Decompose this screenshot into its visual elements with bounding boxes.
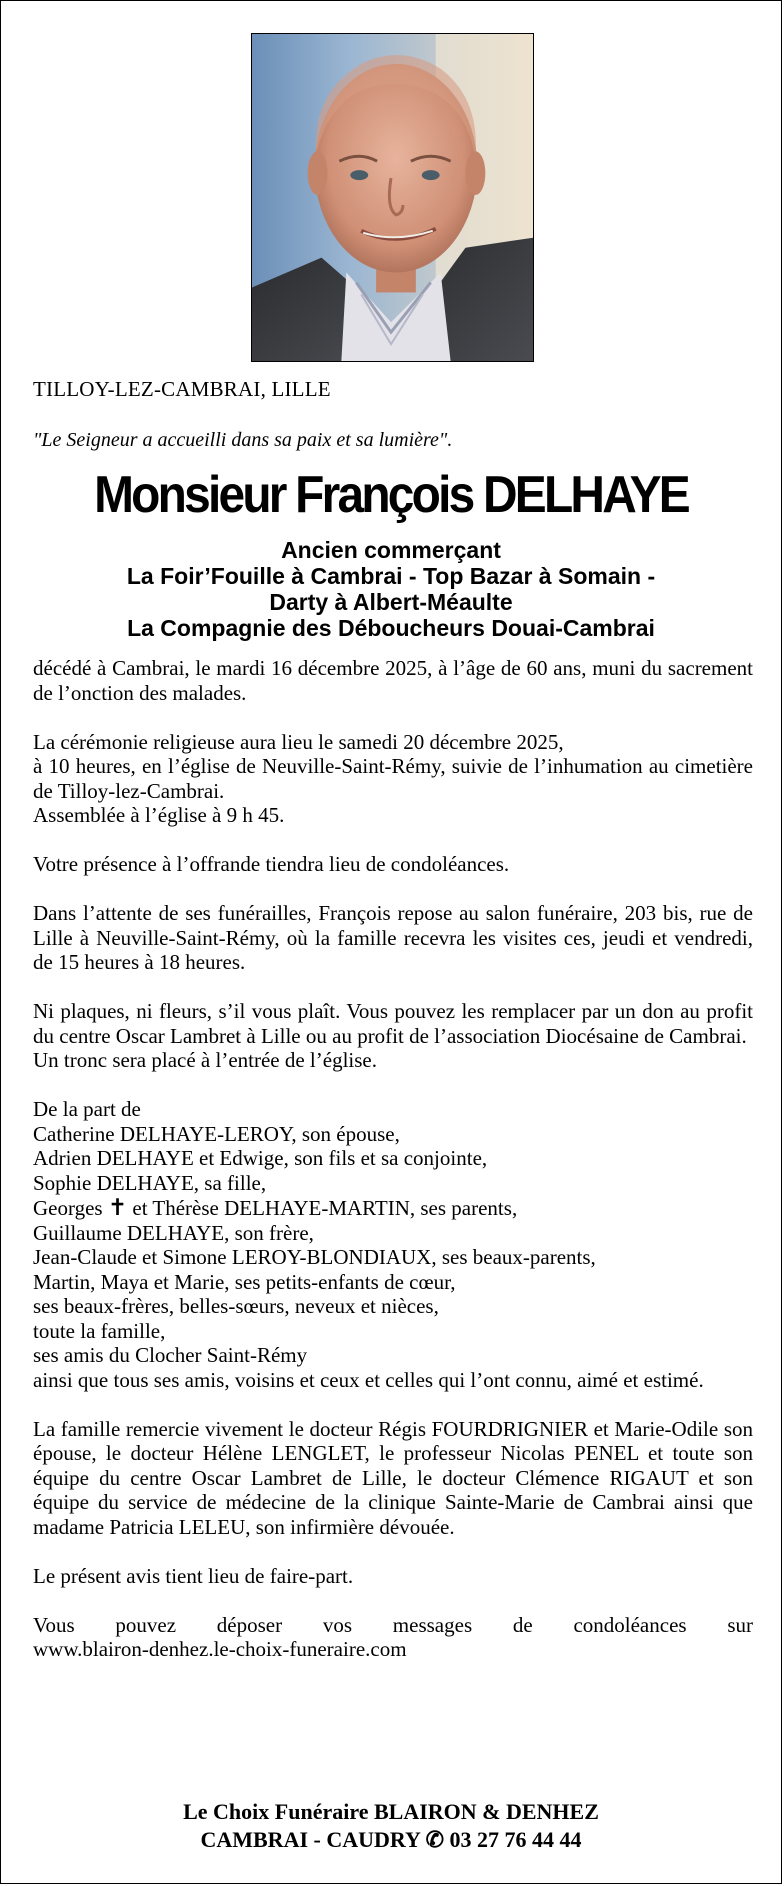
portrait-photo <box>251 33 534 362</box>
death-paragraph: décédé à Cambrai, le mardi 16 décembre 2025, à l’âge de 60 ans, muni du sacrement de l’onction des malades. <box>33 656 753 705</box>
condolences-line: Vous pouvez déposer vos messages de condoléances sur <box>33 1612 753 1637</box>
collection-box-line: Un tronc sera placé à l’entrée de l’église. <box>33 1048 377 1072</box>
funeral-home-cities: CAMBRAI - CAUDRY <box>200 1827 421 1852</box>
profession-line: Darty à Albert-Méaulte <box>269 589 513 615</box>
religious-quote: "Le Seigneur a accueilli dans sa paix et sa lumière". <box>33 429 453 451</box>
family-line: Guillaume DELHAYE, son frère, <box>33 1220 314 1245</box>
family-line: ainsi que tous ses amis, voisins et ceux et celles qui l’ont connu, aimé et estimé. <box>33 1367 704 1392</box>
father-name: Georges <box>33 1196 103 1220</box>
family-intro: De la part de <box>33 1097 141 1121</box>
profession-line: La Compagnie des Déboucheurs Douai-Cambrai <box>127 615 655 641</box>
family-line: Martin, Maya et Marie, ses petits-enfants de cœur, <box>33 1269 456 1294</box>
ceremony-line: Assemblée à l’église à 9 h 45. <box>33 803 285 827</box>
funeral-home-paragraph: Dans l’attente de ses funérailles, François repose au salon funéraire, 203 bis, rue de Lille à Neuville-Saint-Rémy, où la famille recevra les visites ces, jeudi et vendredi, de 15 heures à 18 heures. <box>33 901 753 974</box>
funeral-home-phone: 03 27 76 44 44 <box>449 1827 582 1852</box>
family-line: Sophie DELHAYE, sa fille, <box>33 1170 267 1195</box>
profession-line: La Foir’Fouille à Cambrai - Top Bazar à Somain - <box>126 563 656 589</box>
ceremony-line: La cérémonie religieuse aura lieu le samedi 20 décembre 2025, <box>33 729 564 754</box>
family-line: Adrien DELHAYE et Edwige, son fils et sa conjointe, <box>33 1146 488 1170</box>
funeral-home-name: Le Choix Funéraire BLAIRON & DENHEZ <box>183 1799 599 1824</box>
family-line: toute la famille, <box>33 1318 166 1343</box>
ceremony-line: à 10 heures, en l’église de Neuville-Saint-Rémy, suivie de l’inhumation au cimetière de Tilloy-lez-Cambrai. <box>33 754 753 803</box>
family-line: Catherine DELHAYE-LEROY, son épouse, <box>33 1121 400 1146</box>
deceased-name: Monsieur François DELHAYE <box>94 466 688 524</box>
family-line-parents <box>33 1195 753 1221</box>
thanks-paragraph: La famille remercie vivement le docteur Régis FOURDRIGNIER et Marie-Odile son épouse, le docteur Hélène LENGLET, le professeur Nicolas PENEL et toute son équipe du centre Oscar Lambret de Lille, le docteur Clémence RIGAUT et son équipe du service de médecine de la clinique Sainte-Marie de Cambrai ainsi que madame Patricia LELEU, son infirmière dévouée. <box>33 1416 753 1539</box>
location-line: TILLOY-LEZ-CAMBRAI, LILLE <box>33 377 331 401</box>
telephone-icon: ✆ <box>425 1827 445 1852</box>
offering-paragraph: Votre présence à l’offrande tiendra lieu de condoléances. <box>33 852 510 876</box>
portrait-image <box>252 34 533 361</box>
family-line-text: et Thérèse DELHAYE-MARTIN, ses parents, <box>132 1196 518 1220</box>
flowers-paragraph: Ni plaques, ni fleurs, s’il vous plaît. Vous pouvez les remplacer par un don au profit du centre Oscar Lambret à Lille ou au profit de l’association Diocésaine de Cambrai. <box>33 999 753 1048</box>
funeral-home-footer <box>1 1798 781 1854</box>
website-link[interactable]: www.blairon-denhez.le-choix-funeraire.com <box>33 1637 407 1661</box>
family-line: Jean-Claude et Simone LEROY-BLONDIAUX, ses beaux-parents, <box>33 1245 596 1269</box>
funeral-home-contact <box>1 1826 781 1854</box>
cross-icon: ✝ <box>107 1194 128 1220</box>
family-block <box>33 1097 753 1392</box>
announcement-line: Le présent avis tient lieu de faire-part. <box>33 1563 354 1588</box>
notice-body <box>33 656 753 1662</box>
family-line: ses beaux-frères, belles-sœurs, neveux et nièces, <box>33 1294 439 1318</box>
profession-line: Ancien commerçant <box>281 537 501 563</box>
family-line: ses amis du Clocher Saint-Rémy <box>33 1343 308 1367</box>
profession-block <box>1 537 781 641</box>
